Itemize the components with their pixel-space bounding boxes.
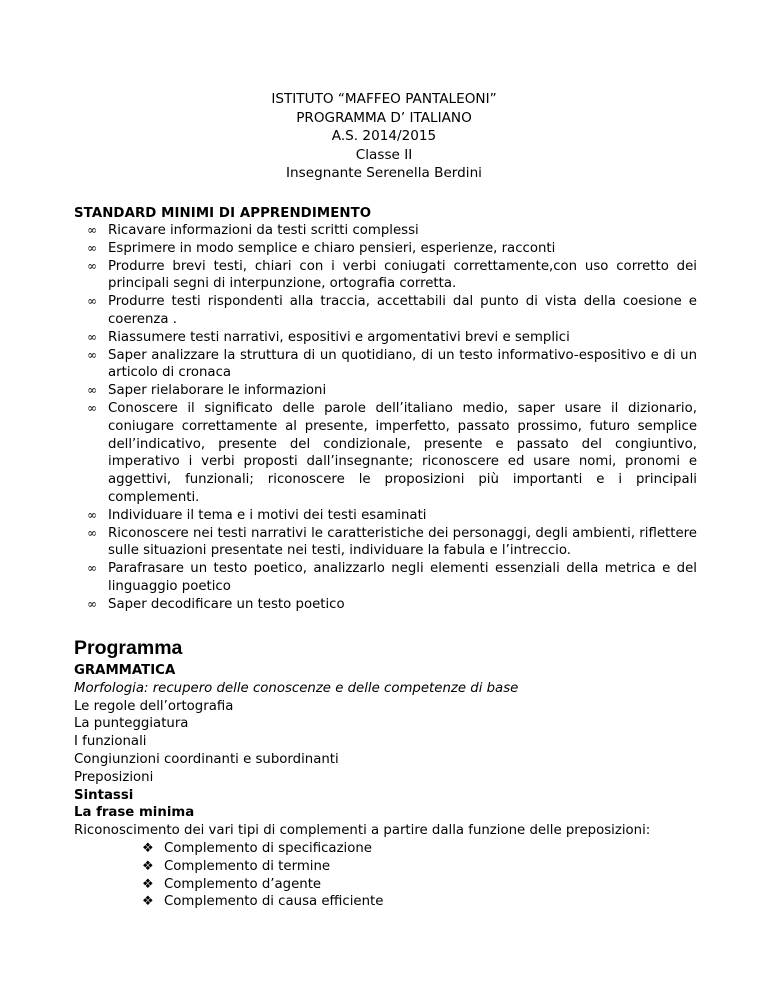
- programma-heading: Programma: [74, 637, 183, 659]
- standards-item: ∞ Riassumere testi narrativi, espositivi e argomentativi brevi e semplici: [87, 329, 570, 345]
- complement-item: ❖ Complemento d’agente: [142, 876, 322, 892]
- school-name: ISTITUTO “MAFFEO PANTALEONI”: [271, 91, 497, 107]
- infinity-bullet-icon: ∞: [87, 383, 97, 398]
- document-header: [0, 90, 768, 183]
- diamond-bullet-icon: ❖: [142, 894, 154, 910]
- topic-item: La punteggiatura: [74, 716, 189, 732]
- topic-item: Le regole dell’ortografia: [74, 698, 234, 714]
- standards-item: ∞ Parafrasare un testo poetico, analizzarlo negli elementi essenziali della metrica e del linguaggio poetico: [87, 561, 697, 594]
- teacher-name: Insegnante Serenella Berdini: [286, 165, 482, 181]
- standards-item: ∞ Individuare il tema e i motivi dei testi esaminati: [87, 507, 427, 523]
- standards-item: ∞ Produrre brevi testi, chiari con i verbi coniugati correttamente,con uso corretto dei principali segni di interpunzione, ortografia corretta.: [87, 258, 697, 292]
- infinity-bullet-icon: ∞: [87, 294, 97, 309]
- infinity-bullet-icon: ∞: [87, 240, 97, 255]
- diamond-bullet-icon: ❖: [142, 840, 154, 856]
- infinity-bullet-icon: ∞: [87, 347, 97, 362]
- topic-item: Congiunzioni coordinanti e subordinanti: [74, 751, 339, 767]
- standards-item: ∞ Ricavare informazioni da testi scritti complessi: [87, 223, 419, 238]
- standards-title: STANDARD MINIMI DI APPRENDIMENTO: [74, 206, 372, 221]
- infinity-bullet-icon: ∞: [87, 258, 97, 273]
- infinity-bullet-icon: ∞: [87, 507, 97, 522]
- class-name: Classe II: [355, 146, 413, 163]
- infinity-bullet-icon: ∞: [87, 596, 97, 611]
- infinity-bullet-icon: ∞: [87, 329, 97, 344]
- program-title: PROGRAMMA D’ ITALIANO: [296, 109, 472, 126]
- standards-item: ∞ Saper analizzare la struttura di un quotidiano, di un testo informativo-espositivo e di un articolo di cronaca: [87, 347, 697, 381]
- morfologia-subheading: Morfologia: recupero delle conoscenze e delle competenze di base: [74, 680, 519, 696]
- riconoscimento-text: Riconoscimento dei vari tipi di complementi a partire dalla funzione delle preposizioni:: [74, 823, 651, 839]
- complement-item: ❖ Complemento di termine: [142, 858, 331, 874]
- standards-item: ∞ Conoscere il significato delle parole dell’italiano medio, saper usare il dizionario, coniugare correttamente al presente, imperfetto, passato prossimo, futuro semplice dell’indicativo, presente del condizionale, presente e passato del congiuntivo, imperativo i verbi proposti dall’insegnante; riconoscere ed usare nomi, pronomi e aggettivi, funzionali; riconoscere le proposizioni più importanti e i principali complementi.: [87, 400, 697, 505]
- standards-item: ∞ Produrre testi rispondenti alla traccia, accettabili dal punto di vista della coesione e coerenza .: [87, 294, 697, 327]
- programma-content: [74, 662, 714, 911]
- school-year: A.S. 2014/2015: [331, 128, 437, 144]
- diamond-bullet-icon: ❖: [142, 876, 154, 892]
- complement-item: ❖ Complemento di causa efficiente: [142, 894, 384, 910]
- infinity-bullet-icon: ∞: [87, 525, 97, 540]
- standards-list: [74, 222, 697, 614]
- topic-item: I funzionali: [74, 734, 147, 750]
- standards-item: ∞ Saper rielaborare le informazioni: [87, 383, 327, 399]
- infinity-bullet-icon: ∞: [87, 223, 97, 237]
- standards-item: ∞ Saper decodificare un testo poetico: [87, 596, 345, 612]
- sintassi-heading: Sintassi: [74, 787, 134, 803]
- frase-minima-heading: La frase minima: [74, 805, 195, 821]
- standards-item: ∞ Esprimere in modo semplice e chiaro pensieri, esperienze, racconti: [87, 240, 556, 256]
- complements-list: [74, 840, 714, 911]
- infinity-bullet-icon: ∞: [87, 561, 97, 576]
- standards-item: ∞ Riconoscere nei testi narrativi le caratteristiche dei personaggi, degli ambienti, riflettere sulle situazioni presentate nei testi, individuare la fabula e l’intreccio.: [87, 525, 697, 559]
- complement-item: ❖ Complemento di specificazione: [142, 840, 372, 856]
- topic-item: Preposizioni: [74, 769, 154, 785]
- grammatica-heading: GRAMMATICA: [74, 663, 176, 678]
- infinity-bullet-icon: ∞: [87, 400, 97, 415]
- diamond-bullet-icon: ❖: [142, 858, 154, 874]
